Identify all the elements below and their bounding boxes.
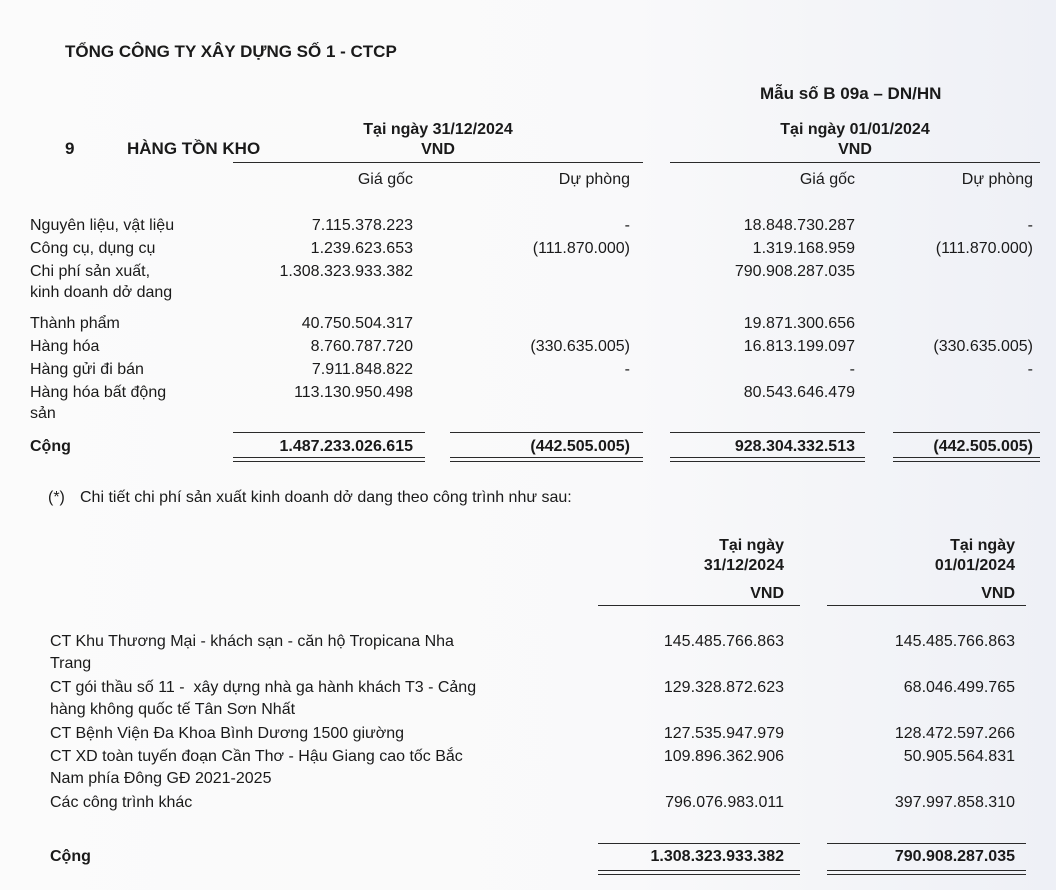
row-value: 127.535.947.979 — [663, 725, 784, 742]
row-value: 397.997.858.310 — [894, 794, 1015, 811]
row-label: Chi phí sản xuất, — [30, 263, 151, 280]
row-label: CT XD toàn tuyến đoạn Cần Thơ - Hậu Giang cao tốc Bắc — [50, 748, 463, 765]
row-value: 18.848.730.287 — [743, 217, 855, 234]
row-label: Nam phía Đông GĐ 2021-2025 — [50, 770, 272, 787]
row-label: Hàng hóa bất động — [30, 384, 167, 401]
total-label: Cộng — [30, 438, 71, 455]
total-value: 1.487.233.026.615 — [279, 438, 413, 455]
row-value: (330.635.005) — [933, 338, 1033, 355]
row-value: (330.635.005) — [530, 338, 630, 355]
row-value: - — [1027, 361, 1033, 378]
row-value: 16.813.199.097 — [743, 338, 855, 355]
header-divider — [598, 605, 800, 606]
row-value: 8.760.787.720 — [310, 338, 413, 355]
header-currency: VND — [981, 585, 1015, 602]
total-top-rule — [450, 432, 643, 433]
column-header: Dự phòng — [961, 171, 1033, 188]
column-header: Giá gốc — [799, 171, 855, 188]
form-code: Mẫu số B 09a – DN/HN — [760, 84, 942, 103]
row-value: 128.472.597.266 — [894, 725, 1015, 742]
period-date: Tại ngày 01/01/2024 — [780, 121, 930, 138]
header-line: 01/01/2024 — [934, 557, 1015, 574]
row-value: 1.308.323.933.382 — [279, 263, 413, 280]
total-value: (442.505.005) — [933, 438, 1033, 455]
total-top-rule — [233, 432, 425, 433]
note-text: Chi tiết chi phí sản xuất kinh doanh dở dang theo công trình như sau: — [80, 489, 572, 506]
column-header: Dự phòng — [558, 171, 630, 188]
row-value: 145.485.766.863 — [894, 633, 1015, 650]
row-value: 7.911.848.822 — [311, 361, 413, 378]
row-label: CT Bệnh Viện Đa Khoa Bình Dương 1500 giường — [50, 725, 405, 742]
header-line: 31/12/2024 — [703, 557, 784, 574]
row-label: Thành phẩm — [30, 315, 120, 332]
total-double-rule — [893, 457, 1040, 462]
row-label: CT Khu Thương Mại - khách sạn - căn hộ Tropicana Nha — [50, 633, 454, 650]
row-value: 129.328.872.623 — [663, 679, 784, 696]
row-value: 68.046.499.765 — [903, 679, 1015, 696]
row-label: CT gói thầu số 11 - xây dựng nhà ga hành khách T3 - Cảng — [50, 679, 477, 696]
row-label: Công cụ, dụng cụ — [30, 240, 156, 257]
row-value: - — [1027, 217, 1033, 234]
row-value: 796.076.983.011 — [665, 794, 784, 811]
total-double-rule — [598, 870, 800, 875]
row-label: Các công trình khác — [50, 794, 193, 811]
row-value: (111.870.000) — [935, 240, 1033, 257]
section-title: HÀNG TỒN KHO — [127, 139, 261, 158]
header-currency: VND — [750, 585, 784, 602]
row-value: 1.319.168.959 — [752, 240, 855, 257]
row-value: 7.115.378.223 — [311, 217, 413, 234]
row-label: Trang — [50, 655, 92, 672]
wip-total-label: Cộng — [50, 848, 91, 865]
row-label: hàng không quốc tế Tân Sơn Nhất — [50, 701, 296, 718]
row-value: 109.896.362.906 — [663, 748, 784, 765]
period-date: Tại ngày 31/12/2024 — [363, 121, 513, 138]
wip-total-value: 790.908.287.035 — [894, 848, 1015, 865]
row-label: Hàng gửi đi bán — [30, 361, 144, 378]
row-value: - — [624, 361, 630, 378]
row-label: Nguyên liệu, vật liệu — [30, 217, 175, 234]
section-number: 9 — [65, 139, 75, 158]
row-value: 80.543.646.479 — [743, 384, 855, 401]
row-value: 790.908.287.035 — [734, 263, 855, 280]
row-label: Hàng hóa — [30, 338, 100, 355]
row-value: 19.871.300.656 — [743, 315, 855, 332]
total-double-rule — [827, 870, 1026, 875]
header-line: Tại ngày — [719, 537, 784, 554]
row-label: kinh doanh dở dang — [30, 284, 173, 301]
header-divider — [827, 605, 1026, 606]
total-top-rule — [827, 843, 1026, 844]
total-double-rule — [450, 457, 643, 462]
total-double-rule — [670, 457, 865, 462]
total-value: 928.304.332.513 — [734, 438, 855, 455]
header-divider — [233, 162, 643, 163]
header-divider — [670, 162, 1040, 163]
row-value: 145.485.766.863 — [663, 633, 784, 650]
company-name: TỔNG CÔNG TY XÂY DỰNG SỐ 1 - CTCP — [65, 42, 397, 61]
header-line: Tại ngày — [950, 537, 1015, 554]
period-currency: VND — [421, 141, 455, 158]
row-value: - — [849, 361, 855, 378]
row-value: 50.905.564.831 — [903, 748, 1015, 765]
total-value: (442.505.005) — [530, 438, 630, 455]
total-top-rule — [598, 843, 800, 844]
total-double-rule — [233, 457, 425, 462]
note-marker: (*) — [48, 489, 65, 506]
total-top-rule — [670, 432, 865, 433]
row-label: sản — [30, 405, 56, 422]
column-header: Giá gốc — [357, 171, 413, 188]
row-value: - — [624, 217, 630, 234]
row-value: (111.870.000) — [532, 240, 630, 257]
total-top-rule — [893, 432, 1040, 433]
period-currency: VND — [838, 141, 872, 158]
row-value: 1.239.623.653 — [310, 240, 413, 257]
row-value: 113.130.950.498 — [294, 384, 413, 401]
row-value: 40.750.504.317 — [301, 315, 413, 332]
wip-total-value: 1.308.323.933.382 — [650, 848, 784, 865]
